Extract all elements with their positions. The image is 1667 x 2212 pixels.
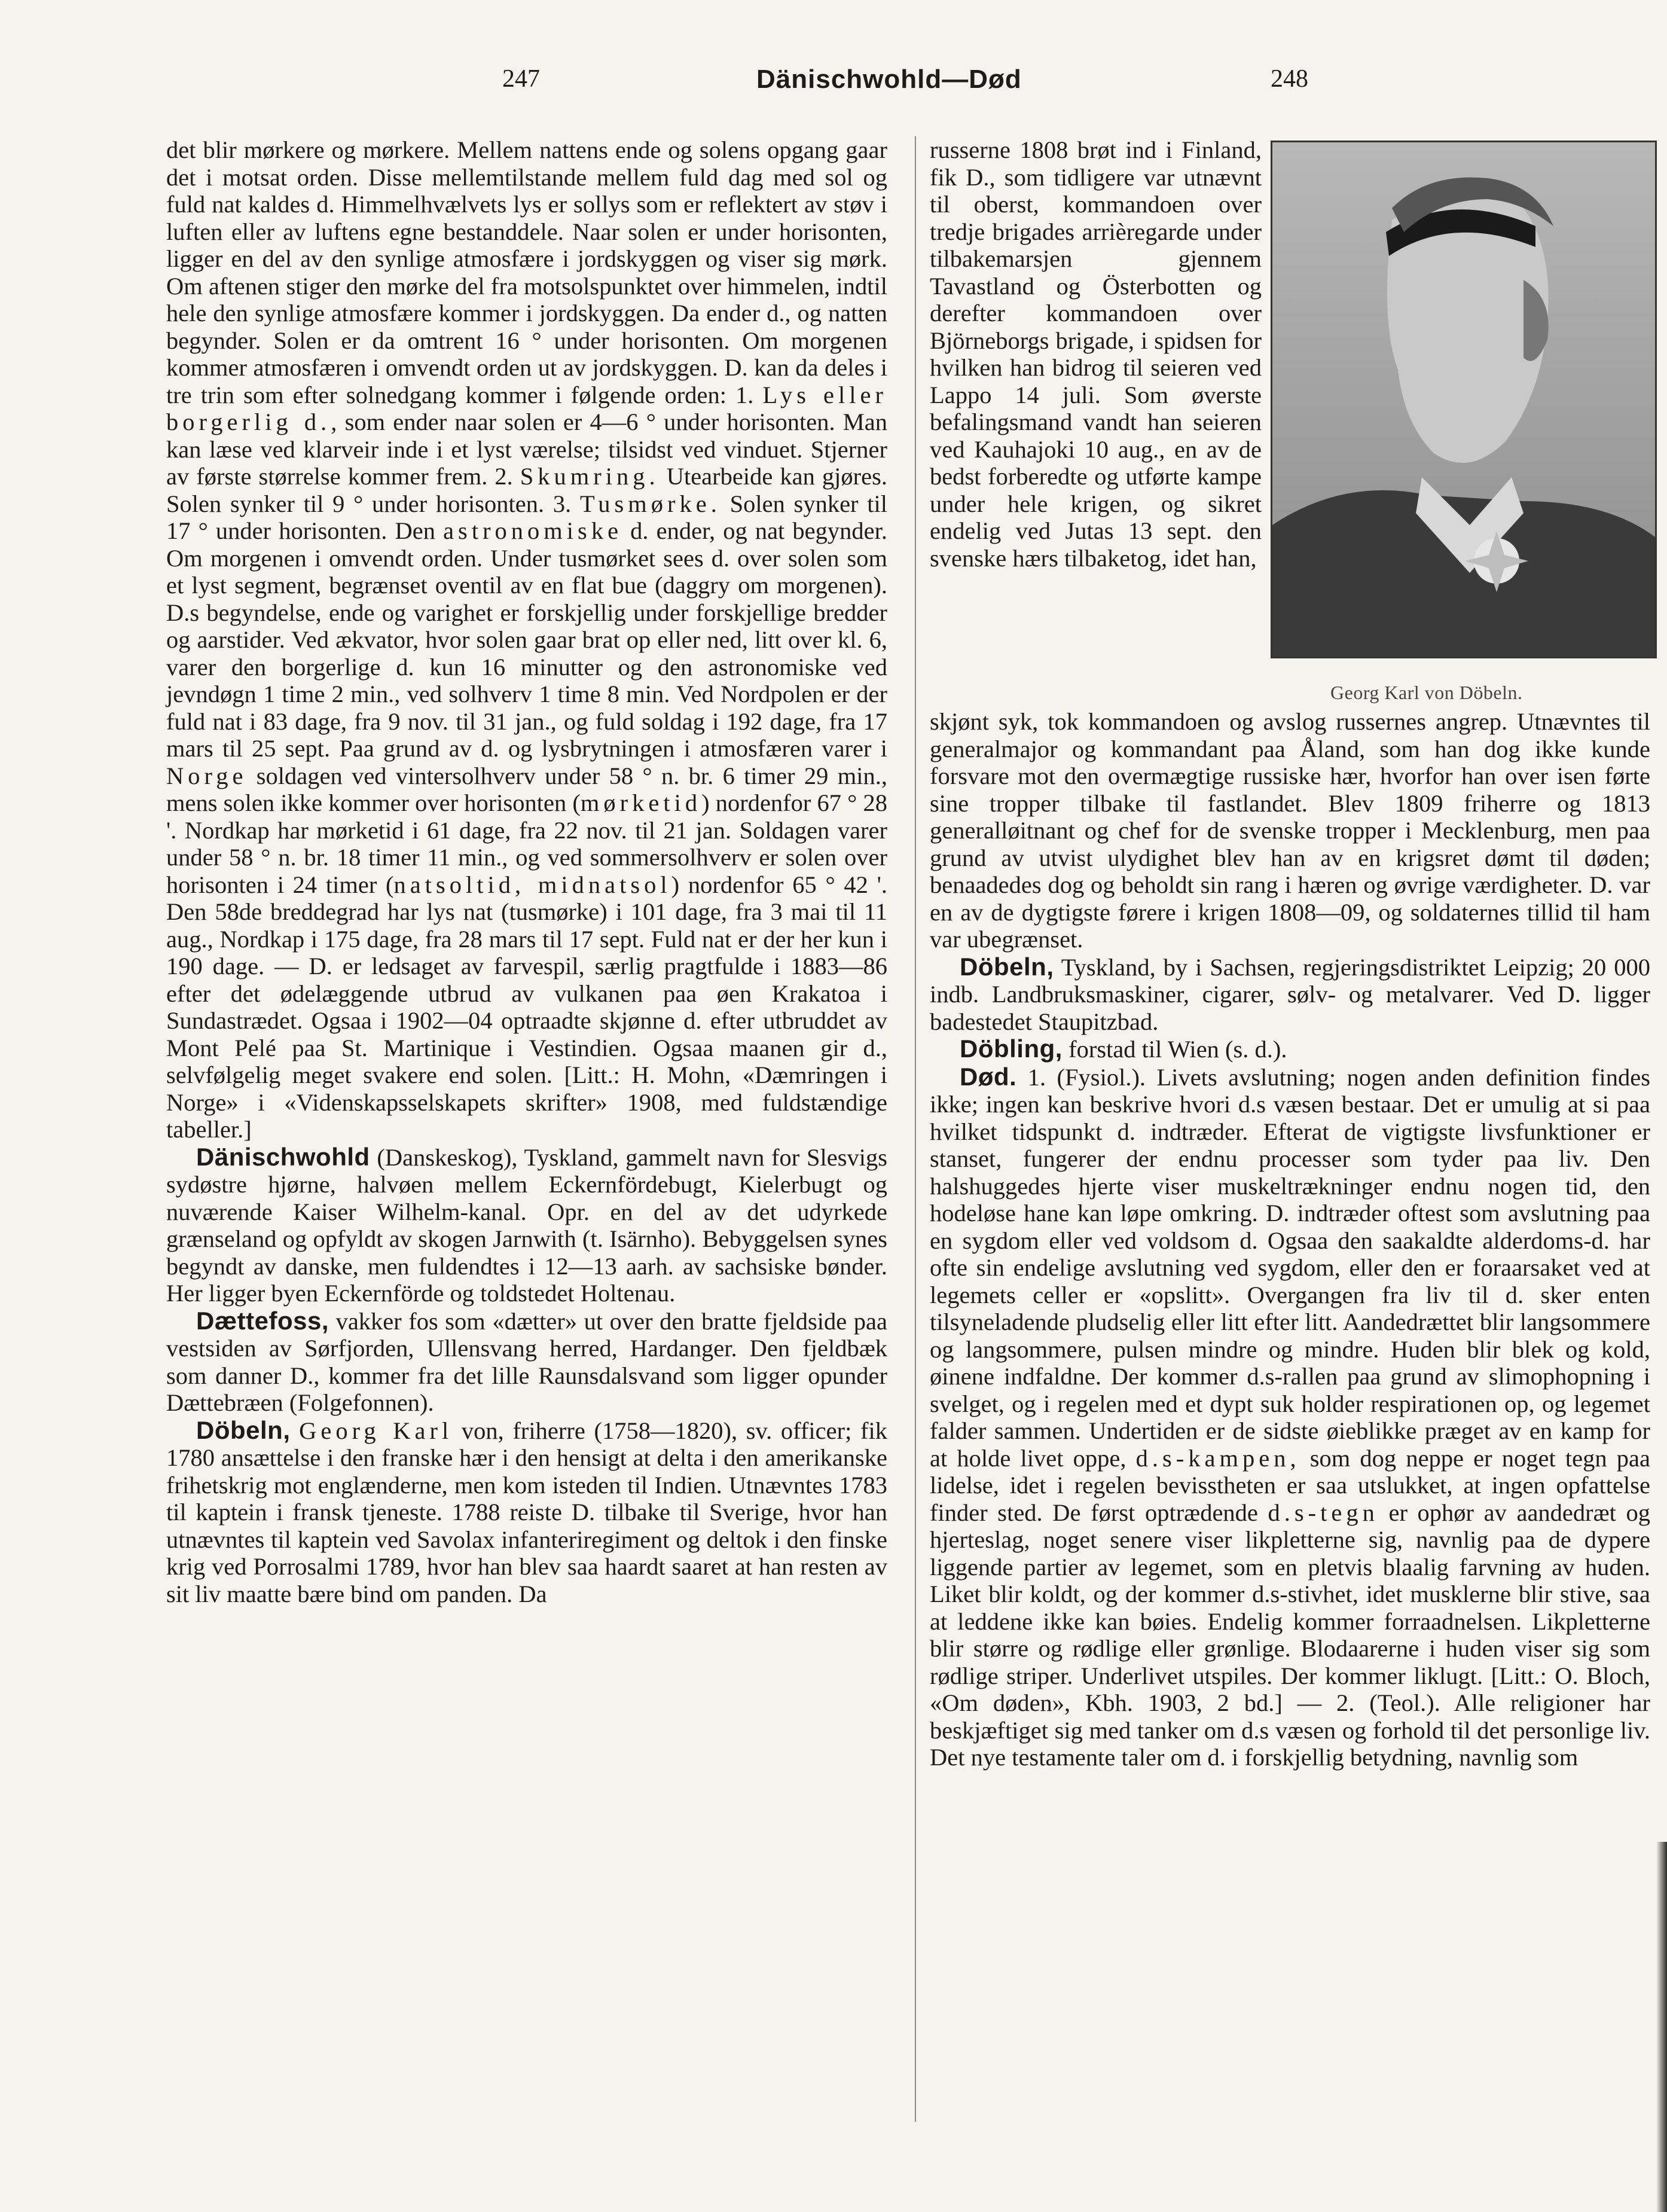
page-number-right: 248: [1271, 65, 1308, 93]
column-divider: [915, 136, 916, 2122]
portrait-caption: Georg Karl von Döbeln.: [1330, 682, 1523, 703]
entry-daemring-continued: det blir mørkere og mørkere. Mellem nattens ende og solens opgang gaar det i motsat orden. Disse mellemtilstande mellem fuld dag med sol og fuld nat kaldes d. Himmelhvælvets lys er sollys som er reflektert av støv i luften eller av luftens egne bestanddele. Naar solen er under horisonten, ligger en del av den synlige atmosfære i jordskyggen og viser sig mørk. Om aftenen stiger den mørke del fra motsolspunktet over himmelen, indtil hele den synlige atmosfære kommer i jordskyggen. Da ender d., og natten begynder. Solen er da omtrent 16 ° under horisonten. Om morgenen kommer atmosfæren i omvendt orden ut av jordskyggen. D. kan da deles i tre trin som efter solnedgang kommer i følgende orden: 1. Lys eller borgerlig d., som ender naar solen er 4—6 ° under horisonten. Man kan læse ved klarveir inde i et lyst værelse; tilsidst ved vinduet. Stjerner av første størrelse kommer frem. 2. Skumring. Utearbeide kan gjøres. Solen synker til 9 ° under horisonten. 3. Tusmørke. Solen synker til 17 ° under horisonten. Den astronomiske d. ender, og nat begynder. Om morgenen i omvendt orden. Under tusmørket sees d. over solen som et lyst segment, begrænset oventil av en flat bue (daggry om morgenen). D.s begyndelse, ende og varighet er forskjellig under forskjellige bredder og aarstider. Ved ækvator, hvor solen gaar brat op eller ned, litt over kl. 6, varer den borgerlige d. kun 16 minutter og den astronomiske ved jevndøgn 1 time 2 min., ved solhverv 1 time 8 min. Ved Nordpolen er der fuld nat i 83 dage, fra 9 nov. til 31 jan., og fuld soldag i 192 dage, fra 17 mars til 25 sept. Paa grund av d. og lysbrytningen i atmosfæren varer i Norge soldagen ved vintersolhverv under 58 ° n. br. 6 timer 29 min., mens solen ikke kommer over horisonten (mørketid) nordenfor 67 ° 28 '. Nordkap har mørketid i 61 dage, fra 22 nov. til 21 jan. Soldagen varer under 58 ° n. br. 18 timer 11 min., og ved sommersolhverv er solen over horisonten i 24 timer (natsoltid, midnatsol) nordenfor 65 ° 42 '. Den 58de breddegrad har lys nat (tusmørke) i 101 dage, fra 3 mai til 11 aug., Nordkap i 175 dage, fra 28 mars til 17 sept. Fuld nat er der her kun i 190 dage. — D. er ledsaget av farvespil, særlig pragtfulde i 1883—86 efter det ødelæggende utbrud av vulkanen paa øen Krakatoa i Sundastrædet. Ogsaa i 1902—04 optraadte skjønne d. efter utbruddet av Mont Pelé paa St. Martinique i Vestindien. Ogsaa maanen gir d., selvfølgelig meget svakere end solen. [Litt.: H. Mohn, «Dæmringen i Norge» i «Videnskapsselskapets skrifter» 1908, med fuldstændige tabeller.]: [166, 136, 888, 1143]
headword-dobeln: Döbeln,: [196, 1415, 291, 1444]
entry-dobeln-continued: russerne 1808 brøt ind i Finland, fik D., som tidligere var utnævnt til oberst, kommandoen over tredje brigades arrièregarde under tilbakemarsjen gjennem Tavastland og Österbotten og derefter kommandoen over Björneborgs brigade, i spidsen for hvilken han bidrog til seieren ved Lappo 14 juli. Som øverste befalingsmand vandt han seieren ved Kauhajoki 10 aug., en av de bedst forberedte og utførte kampe under hele krigen, og sikret endelig ved Jutas 13 sept. den svenske hærs tilbaketog, idet han,: [930, 136, 1262, 572]
page-number-left: 247: [502, 65, 540, 93]
entry-dobeln-person: Döbeln, Georg Karl von, friherre (1758—1820), sv. officer; fik 1780 ansættelse i den franske hær i den hensigt at delta i den amerikanske frihetskrig mot englænderne, men kom isteden til Indien. Utnævntes 1783 til kaptein i fransk tjeneste. 1788 reiste D. tilbake til Sverige, hvor han utnævntes til kaptein ved Savolax infanteriregiment og deltok i den finske krig ved Porrosalmi 1789, hvor han blev saa haardt saaret at han resten av sit liv maatte bære bind om panden. Da: [166, 1415, 887, 1607]
running-title: Dänischwohld—Død: [756, 65, 1022, 94]
page-edge-shadow: [1656, 1842, 1667, 2212]
page-header: [0, 65, 1667, 106]
portrait-drawing: [1272, 142, 1655, 657]
entry-dobling: Döbling, forstad til Wien (s. d.).: [960, 1035, 1287, 1063]
entry-dod: Død. 1. (Fysiol.). Livets avslutning; nogen anden definition findes ikke; ingen kan beskrive hvori d.s væsen bestaar. Det er umulig at si paa hvilket tidspunkt d. indtræder. Efterat de vigtigste livsfunktioner er stanset, fungerer der endnu processer som tyder paa liv. Den halshuggedes hjerte viser muskeltrækninger endnu nogen tid, den hodeløse hane kan løpe omkring. D. indtræder oftest som avslutning paa en sygdom eller ved voldsom d. Ogsaa den saakaldte alderdoms-d. har ofte sin endelige avslutning ved sygdom, eller den er foraarsaket ved at legemets celler er «opslitt». Overgangen fra liv til d. sker enten tilsyneladende pludselig eller litt efter litt. Aandedrættet blir langsommere og langsommere, pulsen mindre og mindre. Huden blir blek og kold, øinene indfaldne. Der kommer d.s-rallen paa grund av slimophopning i svelget, og i regelen med et dypt suk holder respirationen op, og legemet falder sammen. Undertiden er de sidste øieblikke præget av en kamp for at holde livet oppe, d.s-kampen, som dog neppe er noget tegn paa lidelse, idet i regelen bevisstheten er saa utslukket, at ingen opfattelse finder sted. De først optrædende d.s-tegn er ophør av aandedræt og hjerteslag, noget senere viser likpletterne sig, navnlig paa de dypere liggende partier av legemet, som en pletvis blaalig farvning av huden. Liket blir koldt, og der kommer d.s-stivhet, idet musklerne blir stive, saa at leddene ikke kan bøies. Endelig kommer forraadnelsen. Likpletterne blir større og rødlige eller grønlige. Blodaarerne i huden viser sig som rødlige striper. Underlivet utspiles. Der kommer liklugt. [Litt.: O. Bloch, «Om døden», Kbh. 1903, 2 bd.] — 2. (Teol.). Alle religioner har beskjæftiget sig med tanker om d.s væsen og forhold til det personlige liv. Det nye testamente taler om d. i forskjellig betydning, navnlig som: [930, 1062, 1651, 1771]
portrait-image: [1271, 141, 1657, 658]
entry-dobeln-town: Döbeln, Tyskland, by i Sachsen, regjeringsdistriktet Leipzig; 20 000 indb. Landbruksmaskiner, cigarer, sølv- og metalvarer. Ved D. ligger badestedet Staupitzbad.: [930, 952, 1650, 1035]
headword-dobeln-town: Döbeln,: [960, 952, 1054, 981]
headword-dobling: Döbling,: [960, 1035, 1063, 1063]
right-column-top: [930, 136, 1262, 572]
headword-danischwohld: Dänischwohld: [196, 1142, 370, 1171]
headword-dod: Død.: [960, 1062, 1017, 1091]
headword-dattefoss: Dættefoss,: [196, 1306, 329, 1335]
left-column: [166, 136, 887, 1607]
right-column-bottom: [930, 708, 1650, 1771]
entry-danischwohld: Dänischwohld (Danskeskog), Tyskland, gammelt navn for Slesvigs sydøstre hjørne, halvøen mellem Eckernfördebugt, Kielerbugt og nuværende Kaiser Wilhelm-kanal. Opr. en del av det udyrkede grænseland og opfyldt av skogen Jarnwith (t. Isärnho). Bebyggelsen synes begyndt av danske, men fuldendtes i 12—13 aarh. av sachsiske bønder. Her ligger byen Eckernförde og toldstedet Holtenau.: [166, 1142, 887, 1307]
entry-dattefoss: Dættefoss, vakker fos som «dætter» ut over den bratte fjeldside paa vestsiden av Sørfjorden, Ullensvang herred, Hardanger. Den fjeldbæk som danner D., kommer fra det lille Raunsdalsvand som ligger opunder Dættebræen (Folgefonnen).: [166, 1306, 887, 1416]
entry-dobeln-end: skjønt syk, tok kommandoen og avslog russernes angrep. Utnævntes til generalmajor og kommandant paa Åland, som han dog ikke kunde forsvare mot den overmægtige russiske hær, hvorfor han over isen førte sine tropper tilbake til fastlandet. Blev 1809 friherre og 1813 generalløitnant og chef for de svenske tropper i Mecklenburg, men paa grund av utvist ulydighet blev han av en krigsret dømt til døden; benaadedes dog og beholdt sin rang i hæren og øvrige værdigheter. D. var en av de dygtigste førere i krigen 1808—09, og soldaternes tillid til ham var ubegrænset.: [930, 708, 1650, 953]
